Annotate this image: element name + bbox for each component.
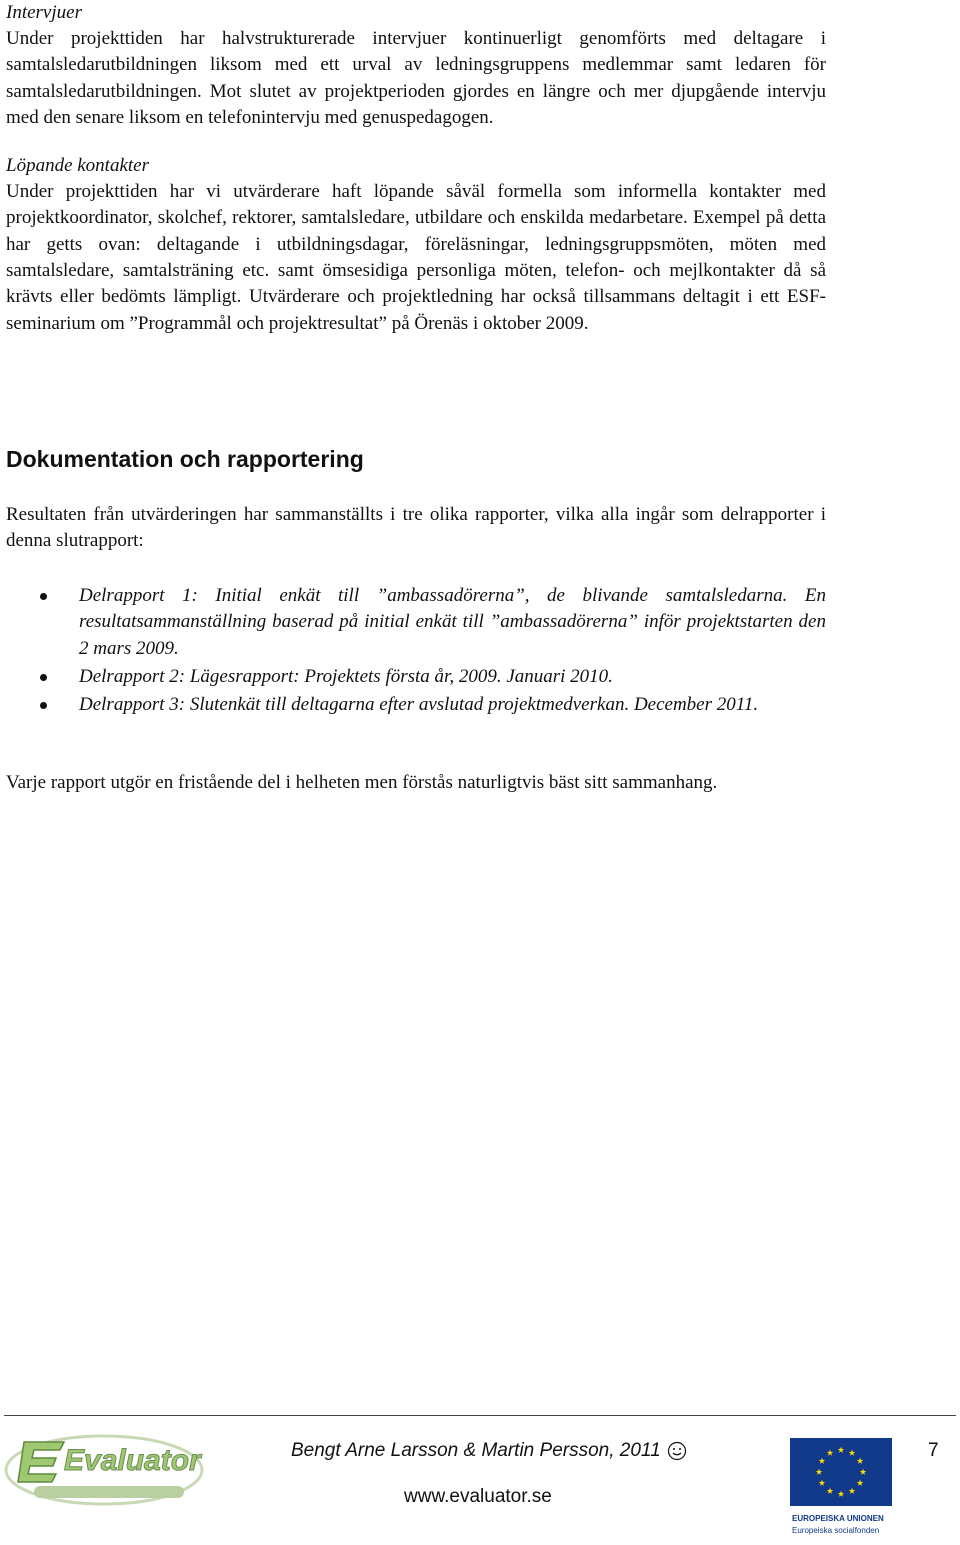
list-item [6,692,826,718]
paragraph-dokumentation-intro: Resultaten från utvärderingen har sammanställts i tre olika rapporter, vilka alla ingår som delrapporter i denna slutrapport: [6,504,826,552]
page-number: 7 [928,1440,939,1461]
eu-caption-fund: Europeiska socialfonden [792,1526,880,1535]
document-body [6,0,826,793]
footer-authors-text: Bengt Arne Larsson & Martin Persson, 2011 [291,1440,661,1461]
eu-caption-union: EUROPEISKA UNIONEN [792,1514,884,1523]
list-item-text: Delrapport 2: Lägesrapport: Projektets första år, 2009. Januari 2010. [79,665,613,687]
report-list [6,583,826,720]
eu-star-icon [857,1480,863,1486]
list-item-text: Delrapport 1: Initial enkät till ”ambassadörerna”, de blivande samtalsledarna. En resultatsammanställning baserad på initial enkät till ”ambassadörerna” inför projektstarten den 2 mars 2009. [79,585,826,659]
eu-flag-icon [790,1438,892,1506]
eu-star-icon [816,1469,822,1475]
list-item [6,583,826,662]
eu-star-icon [819,1458,825,1464]
section-intervjuer [6,0,826,131]
evaluator-logo [4,1420,214,1510]
eu-star-icon [827,1450,833,1456]
list-item [6,664,826,690]
eu-star-icon [838,1491,844,1497]
footer-divider [4,1415,956,1416]
bullet-icon [40,593,47,600]
eu-star-icon [860,1469,866,1475]
section-heading-dokumentation: Dokumentation och rapportering [6,446,364,472]
footer-website: www.evaluator.se [404,1486,552,1507]
eu-star-icon [819,1480,825,1486]
subheading-intervjuer: Intervjuer [6,2,82,23]
paragraph-intervjuer: Under projekttiden har halvstrukturerade intervjuer kontinuerligt genomförts med deltagare i samtalsledarutbildningen liksom med ett urval av ledningsgruppens medlemmar samt ledaren för samtalsledarutbildningen. Mot slutet av projektperioden gjordes en längre och mer djupgående intervju med den senare liksom en telefonintervju med genuspedagogen. [6,28,826,128]
bullet-icon [40,674,47,681]
paragraph-closing: Varje rapport utgör en fristående del i helheten men förstås naturligtvis bäst sitt sammanhang. [6,772,718,793]
footer-authors [291,1440,687,1462]
bullet-icon [40,702,47,709]
subheading-lopande-kontakter: Löpande kontakter [6,155,150,177]
eu-star-icon [827,1488,833,1494]
section-lopande-kontakter [6,153,826,337]
eu-star-icon [857,1458,863,1464]
eu-star-icon [849,1488,855,1494]
eu-star-icon [849,1450,855,1456]
eu-logo [790,1438,894,1540]
logo-wordmark: Evaluator [64,1444,201,1477]
eu-star-icon [838,1447,844,1453]
copyright-smiley-icon [667,1441,687,1461]
list-item-text: Delrapport 3: Slutenkät till deltagarna efter avslutad projektmedverkan. December 2011. [79,694,759,716]
eu-stars-icon [790,1438,892,1506]
paragraph-lopande-kontakter: Under projekttiden har vi utvärderare haft löpande såväl formella som informella kontakter med projektkoordinator, skolchef, rektorer, samtalsledare, utbildare och enskilda medarbetare. Exempel på detta har getts ovan: deltagande i utbildningsdagar, föreläsningar, ledningsgruppsmöten, möten med samtalsledare, samtalsträning etc. samt ömsesidiga personliga möten, telefon- och mejlkontakter då så krävts eller bedömts lämpligt. Utvärderare och projektledning har också tillsammans deltagit i ett ESF-seminarium om ”Programmål och projektresultat” på Örenäs i oktober 2009. [6,181,826,334]
